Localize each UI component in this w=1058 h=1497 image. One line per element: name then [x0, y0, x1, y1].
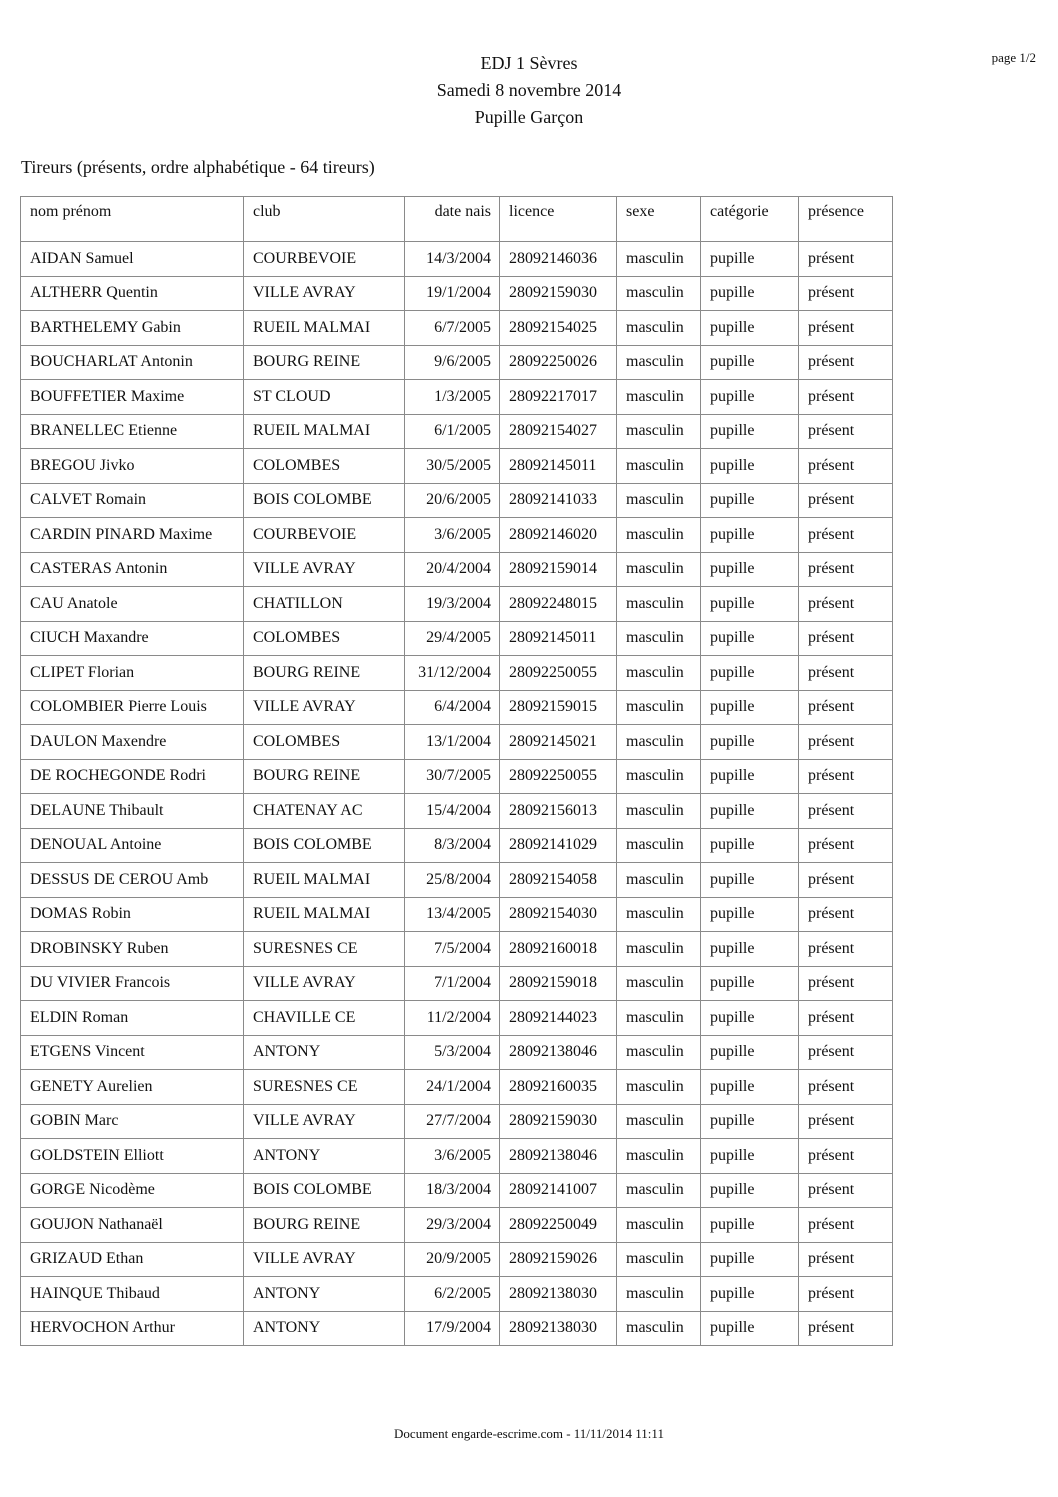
cell-club: BOIS COLOMBE	[244, 1173, 405, 1208]
table-row	[21, 1035, 893, 1070]
cell-birthdate: 20/6/2005	[405, 483, 500, 518]
cell-sex: masculin	[617, 794, 701, 829]
cell-club: VILLE AVRAY	[244, 966, 405, 1001]
cell-presence: présent	[799, 759, 893, 794]
cell-category: pupille	[701, 552, 799, 587]
cell-birthdate: 6/7/2005	[405, 311, 500, 346]
cell-licence: 28092159015	[500, 690, 617, 725]
cell-licence: 28092159030	[500, 1104, 617, 1139]
cell-club: BOURG REINE	[244, 1208, 405, 1243]
table-row	[21, 311, 893, 346]
cell-name: GOLDSTEIN Elliott	[21, 1139, 244, 1174]
cell-name: BOUFFETIER Maxime	[21, 380, 244, 415]
table-row	[21, 1104, 893, 1139]
cell-licence: 28092145011	[500, 449, 617, 484]
table-row	[21, 276, 893, 311]
cell-presence: présent	[799, 897, 893, 932]
document-footer: Document engarde-escrime.com - 11/11/2014 11:11	[394, 1426, 664, 1441]
cell-birthdate: 8/3/2004	[405, 828, 500, 863]
cell-birthdate: 20/9/2005	[405, 1242, 500, 1277]
cell-name: CALVET Romain	[21, 483, 244, 518]
cell-licence: 28092159018	[500, 966, 617, 1001]
cell-birthdate: 18/3/2004	[405, 1173, 500, 1208]
cell-licence: 28092138046	[500, 1035, 617, 1070]
cell-club: ANTONY	[244, 1139, 405, 1174]
cell-name: GOBIN Marc	[21, 1104, 244, 1139]
cell-sex: masculin	[617, 276, 701, 311]
cell-birthdate: 15/4/2004	[405, 794, 500, 829]
cell-name: CIUCH Maxandre	[21, 621, 244, 656]
cell-presence: présent	[799, 966, 893, 1001]
cell-birthdate: 30/5/2005	[405, 449, 500, 484]
cell-name: CAU Anatole	[21, 587, 244, 622]
cell-category: pupille	[701, 656, 799, 691]
cell-birthdate: 29/3/2004	[405, 1208, 500, 1243]
cell-presence: présent	[799, 483, 893, 518]
cell-club: SURESNES CE	[244, 932, 405, 967]
cell-category: pupille	[701, 1070, 799, 1105]
cell-birthdate: 24/1/2004	[405, 1070, 500, 1105]
cell-name: DOMAS Robin	[21, 897, 244, 932]
cell-sex: masculin	[617, 725, 701, 760]
cell-presence: présent	[799, 794, 893, 829]
column-header: présence	[799, 197, 893, 242]
cell-presence: présent	[799, 587, 893, 622]
cell-category: pupille	[701, 345, 799, 380]
cell-sex: masculin	[617, 1104, 701, 1139]
cell-presence: présent	[799, 690, 893, 725]
cell-licence: 28092141007	[500, 1173, 617, 1208]
cell-sex: masculin	[617, 828, 701, 863]
event-category: Pupille Garçon	[474, 107, 584, 127]
cell-sex: masculin	[617, 483, 701, 518]
table-row	[21, 1139, 893, 1174]
cell-sex: masculin	[617, 1208, 701, 1243]
cell-category: pupille	[701, 311, 799, 346]
cell-birthdate: 27/7/2004	[405, 1104, 500, 1139]
table-row	[21, 966, 893, 1001]
table-row	[21, 552, 893, 587]
cell-name: ELDIN Roman	[21, 1001, 244, 1036]
cell-name: COLOMBIER Pierre Louis	[21, 690, 244, 725]
cell-name: BREGOU Jivko	[21, 449, 244, 484]
cell-licence: 28092154027	[500, 414, 617, 449]
cell-licence: 28092138030	[500, 1311, 617, 1346]
column-header: catégorie	[701, 197, 799, 242]
cell-birthdate: 3/6/2005	[405, 518, 500, 553]
cell-club: RUEIL MALMAI	[244, 414, 405, 449]
cell-category: pupille	[701, 1173, 799, 1208]
cell-birthdate: 11/2/2004	[405, 1001, 500, 1036]
cell-category: pupille	[701, 690, 799, 725]
cell-sex: masculin	[617, 932, 701, 967]
cell-licence: 28092250055	[500, 656, 617, 691]
cell-name: ALTHERR Quentin	[21, 276, 244, 311]
cell-licence: 28092250026	[500, 345, 617, 380]
cell-birthdate: 14/3/2004	[405, 242, 500, 277]
cell-club: BOIS COLOMBE	[244, 828, 405, 863]
cell-presence: présent	[799, 1242, 893, 1277]
cell-birthdate: 20/4/2004	[405, 552, 500, 587]
cell-sex: masculin	[617, 1311, 701, 1346]
cell-licence: 28092156013	[500, 794, 617, 829]
table-row	[21, 1208, 893, 1243]
cell-presence: présent	[799, 449, 893, 484]
cell-sex: masculin	[617, 380, 701, 415]
cell-licence: 28092250055	[500, 759, 617, 794]
cell-presence: présent	[799, 828, 893, 863]
cell-club: ANTONY	[244, 1035, 405, 1070]
cell-category: pupille	[701, 1311, 799, 1346]
cell-category: pupille	[701, 276, 799, 311]
table-row	[21, 656, 893, 691]
cell-sex: masculin	[617, 345, 701, 380]
cell-sex: masculin	[617, 1242, 701, 1277]
cell-birthdate: 29/4/2005	[405, 621, 500, 656]
cell-licence: 28092141033	[500, 483, 617, 518]
cell-name: ETGENS Vincent	[21, 1035, 244, 1070]
cell-category: pupille	[701, 1035, 799, 1070]
table-row	[21, 518, 893, 553]
cell-sex: masculin	[617, 759, 701, 794]
cell-sex: masculin	[617, 518, 701, 553]
cell-licence: 28092146020	[500, 518, 617, 553]
cell-club: COLOMBES	[244, 725, 405, 760]
cell-presence: présent	[799, 1208, 893, 1243]
cell-presence: présent	[799, 518, 893, 553]
cell-name: DE ROCHEGONDE Rodri	[21, 759, 244, 794]
cell-club: COURBEVOIE	[244, 242, 405, 277]
cell-sex: masculin	[617, 863, 701, 898]
table-row	[21, 449, 893, 484]
cell-name: BOUCHARLAT Antonin	[21, 345, 244, 380]
cell-presence: présent	[799, 414, 893, 449]
table-row	[21, 794, 893, 829]
section-title: Tireurs (présents, ordre alphabétique - 64 tireurs)	[21, 157, 375, 177]
cell-birthdate: 6/2/2005	[405, 1277, 500, 1312]
cell-name: DU VIVIER Francois	[21, 966, 244, 1001]
table-row	[21, 1311, 893, 1346]
cell-presence: présent	[799, 345, 893, 380]
cell-name: GRIZAUD Ethan	[21, 1242, 244, 1277]
cell-presence: présent	[799, 725, 893, 760]
page-number: page 1/2	[991, 50, 1036, 65]
cell-birthdate: 5/3/2004	[405, 1035, 500, 1070]
cell-name: GOUJON Nathanaël	[21, 1208, 244, 1243]
cell-sex: masculin	[617, 656, 701, 691]
cell-presence: présent	[799, 1035, 893, 1070]
cell-birthdate: 19/1/2004	[405, 276, 500, 311]
table-row	[21, 759, 893, 794]
cell-licence: 28092160018	[500, 932, 617, 967]
column-header: sexe	[617, 197, 701, 242]
cell-club: RUEIL MALMAI	[244, 311, 405, 346]
cell-club: VILLE AVRAY	[244, 690, 405, 725]
column-header: club	[244, 197, 405, 242]
cell-licence: 28092141029	[500, 828, 617, 863]
table-row	[21, 690, 893, 725]
cell-sex: masculin	[617, 621, 701, 656]
cell-birthdate: 3/6/2005	[405, 1139, 500, 1174]
document-header	[0, 50, 1058, 131]
table-row	[21, 483, 893, 518]
cell-category: pupille	[701, 1001, 799, 1036]
cell-category: pupille	[701, 897, 799, 932]
cell-presence: présent	[799, 1001, 893, 1036]
cell-club: COURBEVOIE	[244, 518, 405, 553]
cell-category: pupille	[701, 414, 799, 449]
cell-sex: masculin	[617, 587, 701, 622]
cell-category: pupille	[701, 1139, 799, 1174]
cell-name: BARTHELEMY Gabin	[21, 311, 244, 346]
cell-sex: masculin	[617, 1277, 701, 1312]
cell-licence: 28092248015	[500, 587, 617, 622]
cell-birthdate: 19/3/2004	[405, 587, 500, 622]
cell-category: pupille	[701, 483, 799, 518]
cell-sex: masculin	[617, 1001, 701, 1036]
cell-presence: présent	[799, 1277, 893, 1312]
event-date: Samedi 8 novembre 2014	[436, 80, 622, 100]
cell-category: pupille	[701, 966, 799, 1001]
cell-name: DESSUS DE CEROU Amb	[21, 863, 244, 898]
cell-presence: présent	[799, 1070, 893, 1105]
cell-licence: 28092159026	[500, 1242, 617, 1277]
cell-club: SURESNES CE	[244, 1070, 405, 1105]
cell-licence: 28092138030	[500, 1277, 617, 1312]
cell-presence: présent	[799, 1104, 893, 1139]
cell-licence: 28092159030	[500, 276, 617, 311]
cell-birthdate: 7/1/2004	[405, 966, 500, 1001]
event-title: EDJ 1 Sèvres	[480, 53, 578, 73]
cell-birthdate: 30/7/2005	[405, 759, 500, 794]
cell-birthdate: 31/12/2004	[405, 656, 500, 691]
cell-category: pupille	[701, 759, 799, 794]
cell-name: BRANELLEC Etienne	[21, 414, 244, 449]
cell-club: VILLE AVRAY	[244, 1242, 405, 1277]
cell-licence: 28092145021	[500, 725, 617, 760]
table-row	[21, 242, 893, 277]
cell-sex: masculin	[617, 552, 701, 587]
cell-presence: présent	[799, 932, 893, 967]
cell-club: VILLE AVRAY	[244, 276, 405, 311]
cell-birthdate: 6/4/2004	[405, 690, 500, 725]
table-row	[21, 345, 893, 380]
cell-category: pupille	[701, 932, 799, 967]
table-row	[21, 380, 893, 415]
cell-presence: présent	[799, 1139, 893, 1174]
cell-presence: présent	[799, 863, 893, 898]
cell-name: DAULON Maxendre	[21, 725, 244, 760]
cell-presence: présent	[799, 552, 893, 587]
cell-club: ANTONY	[244, 1277, 405, 1312]
cell-licence: 28092154058	[500, 863, 617, 898]
table-row	[21, 1242, 893, 1277]
cell-category: pupille	[701, 518, 799, 553]
cell-category: pupille	[701, 621, 799, 656]
cell-name: GORGE Nicodème	[21, 1173, 244, 1208]
cell-category: pupille	[701, 242, 799, 277]
cell-category: pupille	[701, 794, 799, 829]
cell-category: pupille	[701, 380, 799, 415]
cell-sex: masculin	[617, 1139, 701, 1174]
cell-name: HERVOCHON Arthur	[21, 1311, 244, 1346]
cell-licence: 28092146036	[500, 242, 617, 277]
table-row	[21, 621, 893, 656]
table-row	[21, 725, 893, 760]
cell-sex: masculin	[617, 966, 701, 1001]
cell-sex: masculin	[617, 414, 701, 449]
column-header: nom prénom	[21, 197, 244, 242]
table-row	[21, 1070, 893, 1105]
cell-club: ST CLOUD	[244, 380, 405, 415]
cell-club: CHATENAY AC	[244, 794, 405, 829]
cell-category: pupille	[701, 587, 799, 622]
cell-club: BOURG REINE	[244, 759, 405, 794]
cell-presence: présent	[799, 1173, 893, 1208]
cell-category: pupille	[701, 863, 799, 898]
cell-presence: présent	[799, 1311, 893, 1346]
table-row	[21, 414, 893, 449]
cell-name: GENETY Aurelien	[21, 1070, 244, 1105]
cell-licence: 28092145011	[500, 621, 617, 656]
cell-sex: masculin	[617, 311, 701, 346]
column-header: date nais	[405, 197, 500, 242]
table-row	[21, 897, 893, 932]
cell-licence: 28092160035	[500, 1070, 617, 1105]
cell-club: COLOMBES	[244, 621, 405, 656]
cell-club: RUEIL MALMAI	[244, 863, 405, 898]
cell-birthdate: 13/1/2004	[405, 725, 500, 760]
cell-presence: présent	[799, 311, 893, 346]
table-row	[21, 1001, 893, 1036]
cell-licence: 28092154030	[500, 897, 617, 932]
cell-presence: présent	[799, 380, 893, 415]
cell-sex: masculin	[617, 897, 701, 932]
cell-birthdate: 17/9/2004	[405, 1311, 500, 1346]
column-header: licence	[500, 197, 617, 242]
cell-category: pupille	[701, 1104, 799, 1139]
cell-birthdate: 13/4/2005	[405, 897, 500, 932]
cell-licence: 28092144023	[500, 1001, 617, 1036]
cell-category: pupille	[701, 449, 799, 484]
cell-birthdate: 9/6/2005	[405, 345, 500, 380]
cell-category: pupille	[701, 1277, 799, 1312]
cell-name: CLIPET Florian	[21, 656, 244, 691]
cell-licence: 28092250049	[500, 1208, 617, 1243]
table-row	[21, 828, 893, 863]
cell-presence: présent	[799, 242, 893, 277]
cell-category: pupille	[701, 1242, 799, 1277]
cell-sex: masculin	[617, 1035, 701, 1070]
cell-licence: 28092217017	[500, 380, 617, 415]
cell-sex: masculin	[617, 690, 701, 725]
cell-birthdate: 25/8/2004	[405, 863, 500, 898]
cell-name: AIDAN Samuel	[21, 242, 244, 277]
cell-licence: 28092138046	[500, 1139, 617, 1174]
cell-presence: présent	[799, 656, 893, 691]
cell-licence: 28092159014	[500, 552, 617, 587]
cell-sex: masculin	[617, 1173, 701, 1208]
table-row	[21, 1173, 893, 1208]
cell-presence: présent	[799, 276, 893, 311]
cell-club: ANTONY	[244, 1311, 405, 1346]
cell-club: RUEIL MALMAI	[244, 897, 405, 932]
cell-birthdate: 6/1/2005	[405, 414, 500, 449]
cell-presence: présent	[799, 621, 893, 656]
table-row	[21, 932, 893, 967]
cell-club: BOIS COLOMBE	[244, 483, 405, 518]
table-header-row	[21, 197, 893, 242]
cell-club: BOURG REINE	[244, 656, 405, 691]
cell-club: BOURG REINE	[244, 345, 405, 380]
cell-category: pupille	[701, 725, 799, 760]
cell-club: CHAVILLE CE	[244, 1001, 405, 1036]
table-row	[21, 587, 893, 622]
cell-sex: masculin	[617, 242, 701, 277]
cell-club: VILLE AVRAY	[244, 1104, 405, 1139]
cell-birthdate: 7/5/2004	[405, 932, 500, 967]
cell-sex: masculin	[617, 449, 701, 484]
table-row	[21, 863, 893, 898]
cell-name: CASTERAS Antonin	[21, 552, 244, 587]
cell-category: pupille	[701, 828, 799, 863]
cell-club: VILLE AVRAY	[244, 552, 405, 587]
cell-name: CARDIN PINARD Maxime	[21, 518, 244, 553]
cell-name: DELAUNE Thibault	[21, 794, 244, 829]
cell-category: pupille	[701, 1208, 799, 1243]
cell-name: DENOUAL Antoine	[21, 828, 244, 863]
cell-licence: 28092154025	[500, 311, 617, 346]
cell-name: HAINQUE Thibaud	[21, 1277, 244, 1312]
cell-birthdate: 1/3/2005	[405, 380, 500, 415]
cell-name: DROBINSKY Ruben	[21, 932, 244, 967]
cell-club: COLOMBES	[244, 449, 405, 484]
table-row	[21, 1277, 893, 1312]
cell-sex: masculin	[617, 1070, 701, 1105]
fencers-table	[20, 196, 893, 1346]
cell-club: CHATILLON	[244, 587, 405, 622]
